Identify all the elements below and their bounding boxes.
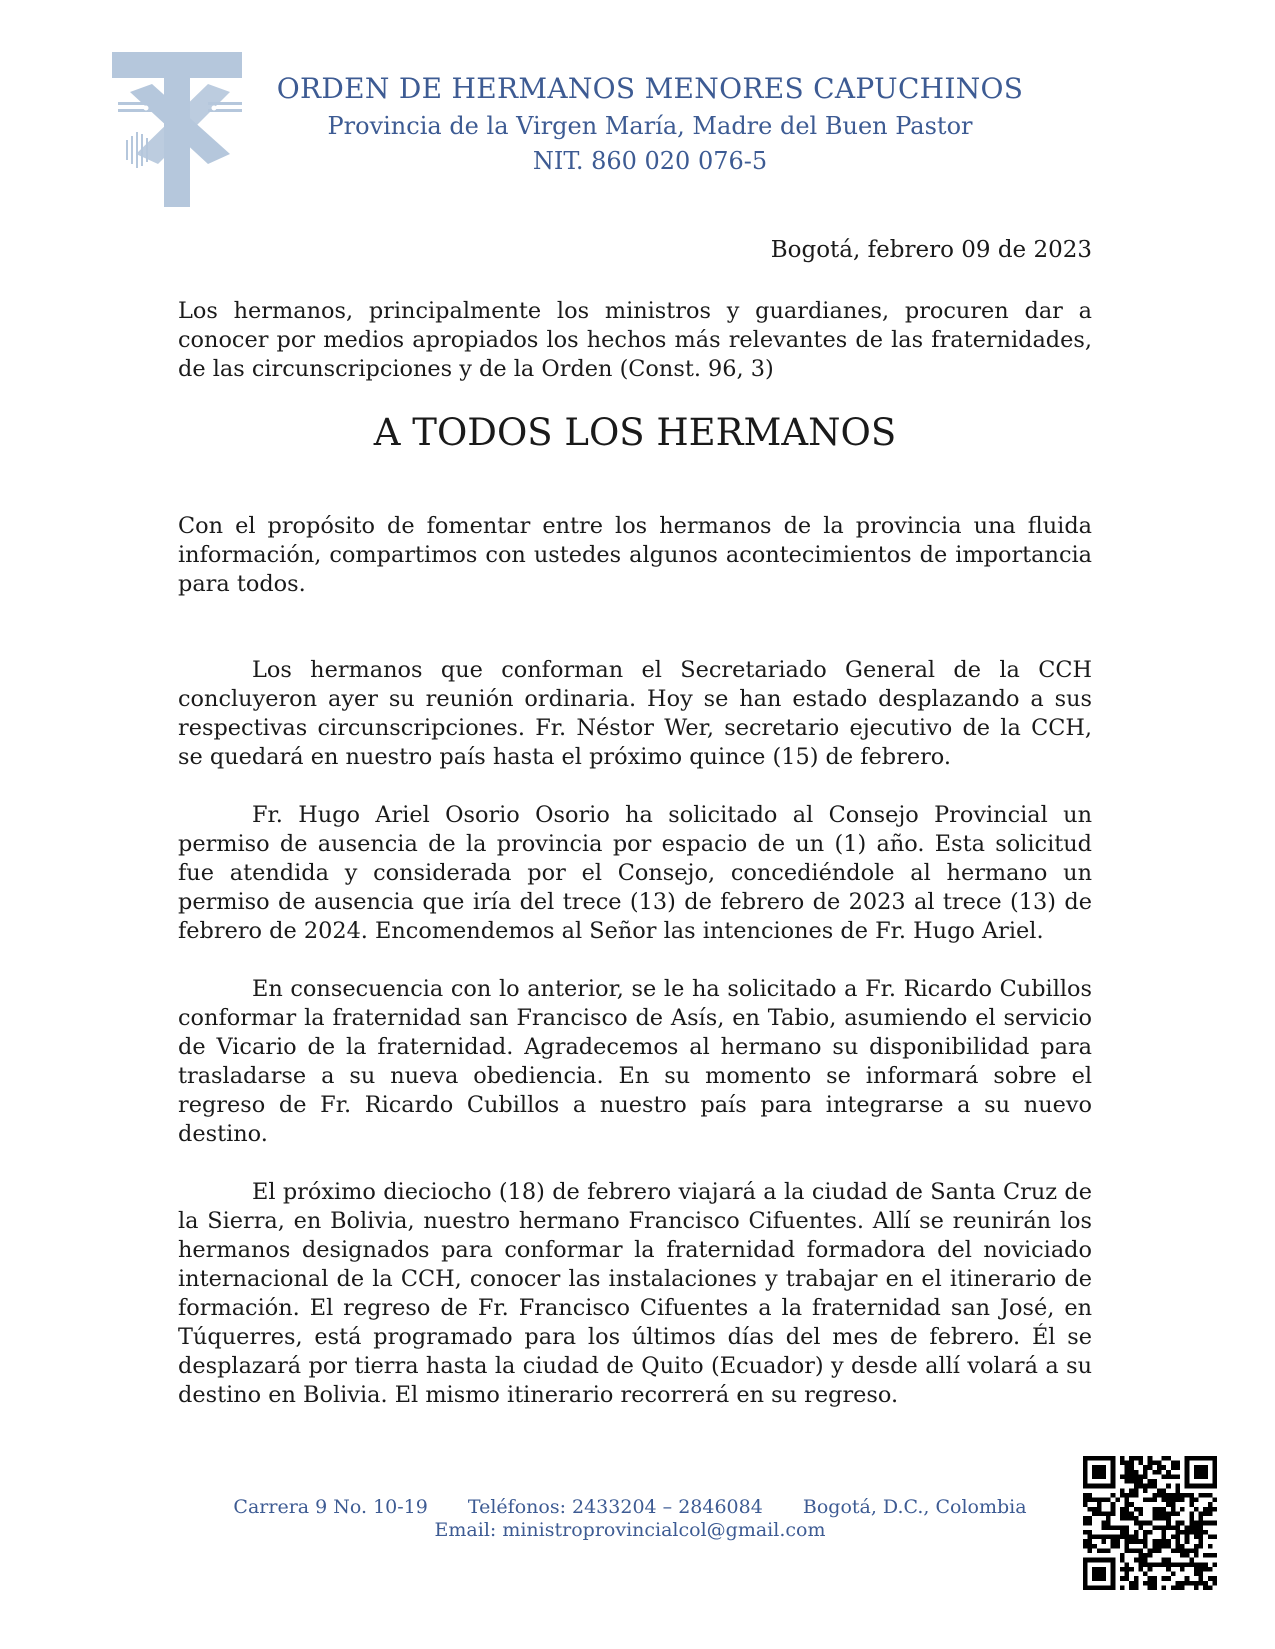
letter-title: A TODOS LOS HERMANOS [373, 411, 897, 454]
footer [180, 1496, 1080, 1542]
footer-phones: Teléfonos: 2433204 – 2846084 [467, 1496, 763, 1518]
order-name: ORDEN DE HERMANOS MENORES CAPUCHINOS [276, 72, 1024, 105]
letterhead [270, 70, 1030, 178]
province-name: Provincia de la Virgen María, Madre del Buen Pastor [327, 112, 973, 140]
paragraph-secretariat: Los hermanos que conforman el Secretariado General de la CCH concluyeron ayer su reunión ordinaria. Hoy se han estado desplazando a sus respectivas circunscripciones. Fr. Néstor Wer, secretario ejecutivo de la CCH, se quedará en nuestro país hasta el próximo quince (15) de febrero. [178, 657, 1092, 770]
qr-code [1083, 1456, 1217, 1590]
paragraph-hugo-ariel: Fr. Hugo Ariel Osorio Osorio ha solicitado al Consejo Provincial un permiso de ausencia de la provincia por espacio de un (1) año. Esta solicitud fue atendida y considerada por el Consejo, concediéndole al hermano un permiso de ausencia que iría del trece (13) de febrero de 2023 al trece (13) de febrero de 2024. Encomendemos al Señor las intenciones de Fr. Hugo Ariel. [178, 802, 1092, 944]
footer-city: Bogotá, D.C., Colombia [802, 1496, 1027, 1518]
paragraph-ricardo-cubillos: En consecuencia con lo anterior, se le ha solicitado a Fr. Ricardo Cubillos conformar la fraternidad san Francisco de Asís, en Tabio, asumiendo el servicio de Vicario de la fraternidad. Agradecemos al hermano su disponibilidad para trasladarse a su nueva obediencia. En su momento se informará sobre el regreso de Fr. Ricardo Cubillos a nuestro país para integrarse a su nuevo destino. [178, 976, 1092, 1147]
footer-email: Email: ministroprovincialcol@gmail.com [434, 1519, 826, 1541]
footer-address: Carrera 9 No. 10-19 [233, 1496, 428, 1518]
letter-date: Bogotá, febrero 09 de 2023 [770, 237, 1092, 263]
intro-paragraph: Con el propósito de fomentar entre los hermanos de la provincia una fluida información, compartimos con ustedes algunos acontecimientos de importancia para todos. [178, 513, 1092, 597]
nit-number: NIT. 860 020 076-5 [532, 147, 768, 175]
letter-body [178, 656, 1092, 1439]
paragraph-francisco-cifuentes: El próximo dieciocho (18) de febrero viajará a la ciudad de Santa Cruz de la Sierra, en Bolivia, nuestro hermano Francisco Cifuentes. Allí se reunirán los hermanos designados para conformar la fraternidad formadora del noviciado internacional de la CCH, conocer las instalaciones y trabajar en el itinerario de formación. El regreso de Fr. Francisco Cifuentes a la fraternidad san José, en Túquerres, está programado para los últimos días del mes de febrero. Él se desplazará por tierra hasta la ciudad de Quito (Ecuador) y desde allí volará a su destino en Bolivia. El mismo itinerario recorrerá en su regreso. [178, 1179, 1092, 1408]
order-logo [112, 52, 248, 207]
constitution-quote: Los hermanos, principalmente los ministros y guardianes, procuren dar a conocer por medios apropiados los hechos más relevantes de las fraternidades, de las circunscripciones y de la Orden (Const. 96, 3) [178, 298, 1092, 382]
